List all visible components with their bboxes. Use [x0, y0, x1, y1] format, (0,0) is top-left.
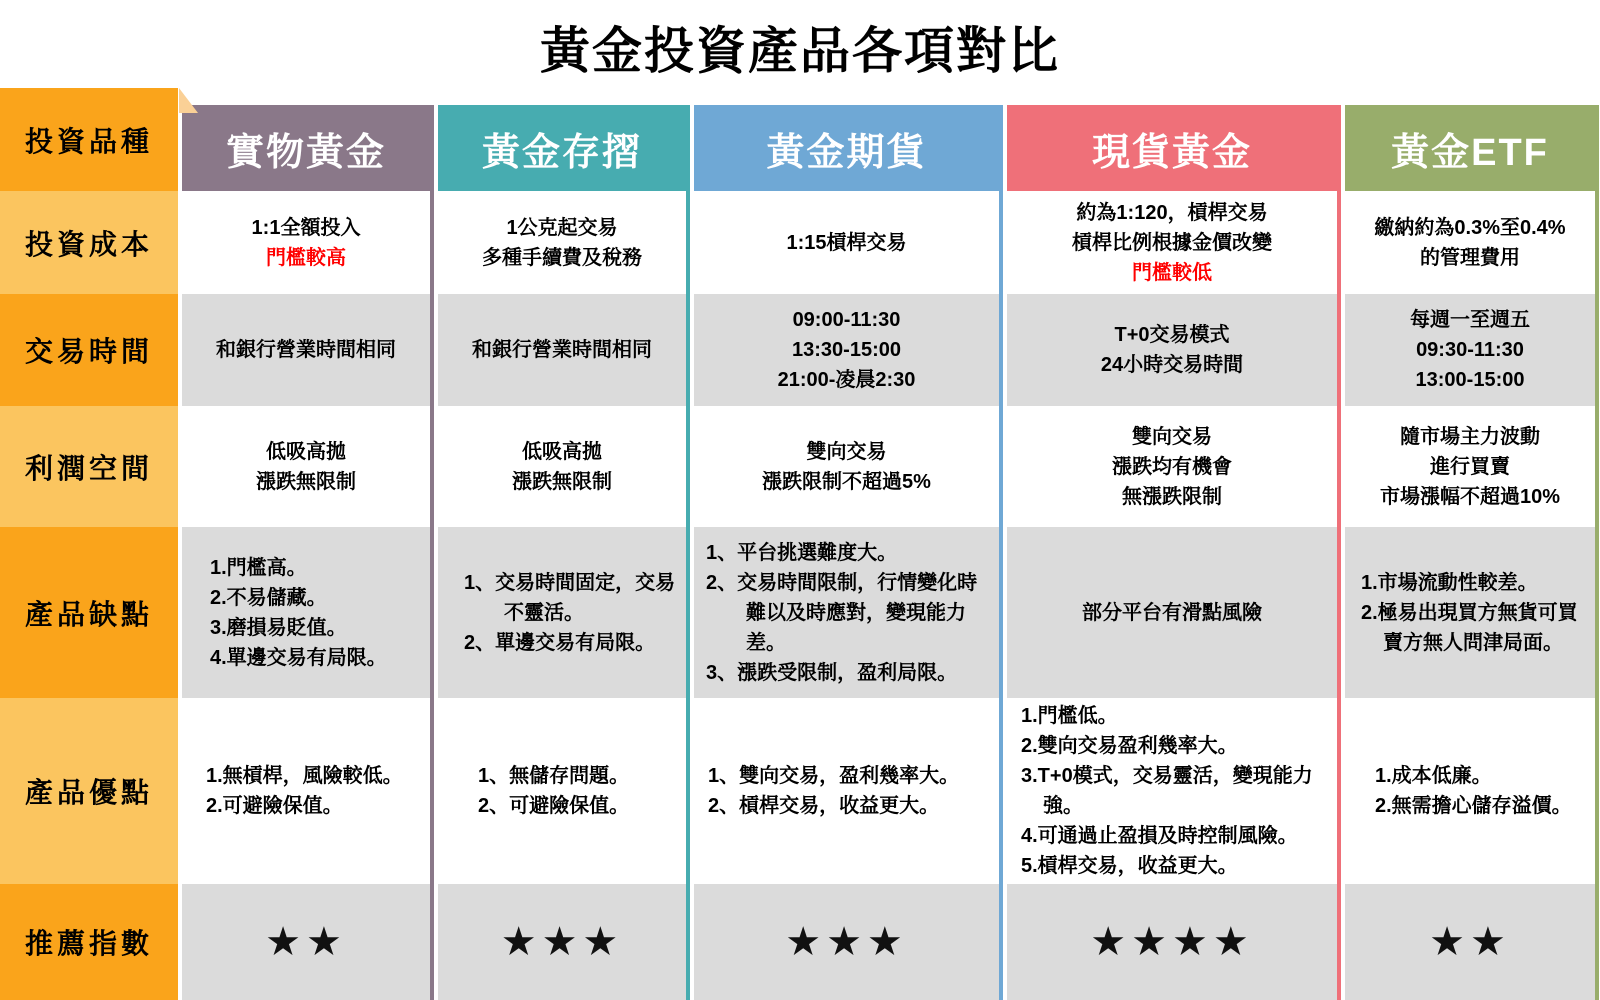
- cell-gold-etf-profit: [1345, 406, 1595, 527]
- cell-line: 漲跌無限制: [256, 470, 356, 493]
- column-gold-passbook-body: [438, 105, 690, 1000]
- cell-line: 2.雙向交易盈利幾率大。: [1021, 735, 1238, 757]
- cell-line: 1公克起交易: [506, 216, 618, 239]
- cell-line: 漲跌限制不超過5%: [762, 470, 931, 493]
- cell-gold-futures-profit: [694, 406, 999, 527]
- cell-gold-etf-cost: [1345, 191, 1595, 294]
- cell-line: T+0交易模式: [1114, 324, 1230, 346]
- cell-gold-passbook-cost: [438, 191, 686, 294]
- cell-line: 市場漲幅不超過10%: [1379, 485, 1561, 508]
- cell-physical-gold-profit: [182, 406, 430, 527]
- cell-physical-gold-cost: [182, 191, 430, 294]
- cell-line: 1、交易時間固定，交易不靈活。: [464, 571, 676, 624]
- cell-gold-etf-pros: [1345, 698, 1595, 884]
- cell-line: 進行買賣: [1430, 455, 1510, 478]
- cell-spot-gold-profit: [1007, 406, 1337, 527]
- cell-gold-futures-pros: [694, 698, 999, 884]
- column-header-gold-futures: 黃金期貨: [694, 105, 999, 191]
- cell-line: 3、漲跌受限制，盈利局限。: [706, 661, 958, 684]
- cell-physical-gold-cons: [182, 527, 430, 698]
- cell-physical-gold-rating: ★★: [182, 884, 430, 1000]
- row-label-profit-space: 利潤空間: [0, 406, 178, 527]
- row-label-column: [0, 88, 178, 1000]
- cell-line: 2、槓桿交易，收益更大。: [708, 795, 940, 817]
- column-spot-gold: [1007, 88, 1341, 1000]
- cell-line: 和銀行營業時間相同: [216, 339, 396, 361]
- cell-line: 1:15槓桿交易: [786, 231, 907, 254]
- cell-gold-etf-hours: [1345, 294, 1595, 406]
- column-header-physical-gold: 實物黃金: [182, 105, 430, 191]
- cell-line: 雙向交易: [806, 440, 887, 463]
- comparison-table: [0, 88, 1600, 1000]
- cell-line: 5.槓桿交易，收益更大。: [1021, 855, 1238, 877]
- cell-spot-gold-cost: [1007, 191, 1337, 294]
- cell-line: 1.門檻低。: [1021, 705, 1118, 727]
- cell-line: 每週一至週五: [1410, 309, 1530, 331]
- cell-physical-gold-hours: [182, 294, 430, 406]
- cell-line: 繳納約為0.3%至0.4%: [1374, 216, 1566, 239]
- cell-line: 部分平台有滑點風險: [1082, 601, 1262, 624]
- cell-physical-gold-pros: [182, 698, 430, 884]
- page-title: 黃金投資產品各項對比: [540, 23, 1060, 79]
- cell-gold-passbook-pros: [438, 698, 686, 884]
- cell-line: 1.無槓桿，風險較低。: [206, 765, 403, 787]
- column-gold-etf-body: [1345, 105, 1599, 1000]
- row-label-trading-hours: 交易時間: [0, 294, 178, 406]
- cell-line: 2.可避險保值。: [206, 795, 343, 817]
- cell-line: 1.市場流動性較差。: [1361, 571, 1538, 594]
- cell-line: 2.極易出現買方無貨可買賣方無人問津局面。: [1361, 601, 1578, 654]
- cell-gold-futures-hours: [694, 294, 999, 406]
- row-label-investment-type: 投資品種: [0, 88, 178, 191]
- cell-gold-passbook-cons: [438, 527, 686, 698]
- cell-gold-etf-rating: ★★: [1345, 884, 1595, 1000]
- cell-line: 隨市場主力波動: [1400, 425, 1540, 448]
- cell-line: 2.無需擔心儲存溢價。: [1375, 795, 1572, 817]
- cell-spot-gold-hours: [1007, 294, 1337, 406]
- cell-line: 3.磨損易貶值。: [210, 616, 347, 639]
- column-gold-passbook: [438, 88, 690, 1000]
- cell-line: 門檻較高: [266, 246, 346, 269]
- cell-gold-futures-rating: ★★★: [694, 884, 999, 1000]
- cell-line: 1、雙向交易，盈利幾率大。: [708, 765, 960, 787]
- cell-line: 低吸高拋: [522, 440, 602, 463]
- column-gold-futures: [694, 88, 1003, 1000]
- column-physical-gold: [182, 88, 434, 1000]
- cell-line: 漲跌無限制: [512, 470, 612, 493]
- column-spot-gold-body: [1007, 105, 1341, 1000]
- cell-line: 09:30-11:30: [1416, 339, 1524, 361]
- cell-line: 2.不易儲藏。: [210, 586, 327, 609]
- cell-line: 漲跌均有機會: [1112, 455, 1232, 478]
- cell-line: 1:1全額投入: [251, 216, 361, 239]
- cell-gold-passbook-profit: [438, 406, 686, 527]
- cell-gold-etf-cons: [1345, 527, 1595, 698]
- column-header-gold-etf: 黃金ETF: [1345, 105, 1595, 191]
- cell-line: 2、單邊交易有局限。: [464, 631, 656, 654]
- cell-line: 4.可通過止盈損及時控制風險。: [1021, 825, 1298, 847]
- cell-line: 1.成本低廉。: [1375, 765, 1492, 787]
- cell-line: 3.T+0模式，交易靈活，變現能力強。: [1021, 765, 1313, 817]
- column-gold-etf: [1345, 88, 1599, 1000]
- cell-gold-futures-cons: [694, 527, 999, 698]
- column-physical-gold-body: [182, 105, 434, 1000]
- cell-line: 多種手續費及稅務: [482, 246, 642, 269]
- cell-line: 13:00-15:00: [1415, 369, 1525, 391]
- cell-line: 約為1:120，槓桿交易: [1076, 201, 1268, 224]
- cell-line: 4.單邊交易有局限。: [210, 646, 387, 669]
- column-header-gold-passbook: 黃金存摺: [438, 105, 686, 191]
- cell-spot-gold-pros: [1007, 698, 1337, 884]
- cell-line: 2、交易時間限制，行情變化時難以及時應對，變現能力差。: [706, 571, 978, 654]
- cell-line: 槓桿比例根據金價改變: [1072, 231, 1272, 254]
- row-label-product-cons: 產品缺點: [0, 527, 178, 698]
- cell-line: 和銀行營業時間相同: [472, 339, 652, 361]
- column-header-spot-gold: 現貨黃金: [1007, 105, 1337, 191]
- row-label-investment-cost: 投資成本: [0, 191, 178, 294]
- cell-line: 1、平台挑選難度大。: [706, 541, 898, 564]
- cell-line: 無漲跌限制: [1122, 485, 1222, 508]
- cell-line: 門檻較低: [1132, 261, 1212, 284]
- cell-line: 低吸高拋: [266, 440, 346, 463]
- cell-line: 21:00-凌晨2:30: [777, 369, 916, 391]
- cell-spot-gold-cons: [1007, 527, 1337, 698]
- cell-gold-passbook-rating: ★★★: [438, 884, 686, 1000]
- column-gold-futures-body: [694, 105, 1003, 1000]
- row-label-product-pros: 產品優點: [0, 698, 178, 884]
- cell-line: 1、無儲存問題。: [478, 765, 630, 787]
- cell-line: 24小時交易時間: [1100, 354, 1244, 376]
- cell-gold-futures-cost: [694, 191, 999, 294]
- cell-line: 1.門檻高。: [210, 556, 307, 579]
- cell-line: 13:30-15:00: [792, 339, 901, 361]
- cell-spot-gold-rating: ★★★★: [1007, 884, 1337, 1000]
- row-label-recommendation-index: 推薦指數: [0, 884, 178, 1000]
- cell-line: 的管理費用: [1420, 246, 1520, 269]
- cell-line: 雙向交易: [1132, 425, 1212, 448]
- cell-line: 2、可避險保值。: [478, 795, 630, 817]
- cell-line: 09:00-11:30: [792, 309, 901, 331]
- cell-gold-passbook-hours: [438, 294, 686, 406]
